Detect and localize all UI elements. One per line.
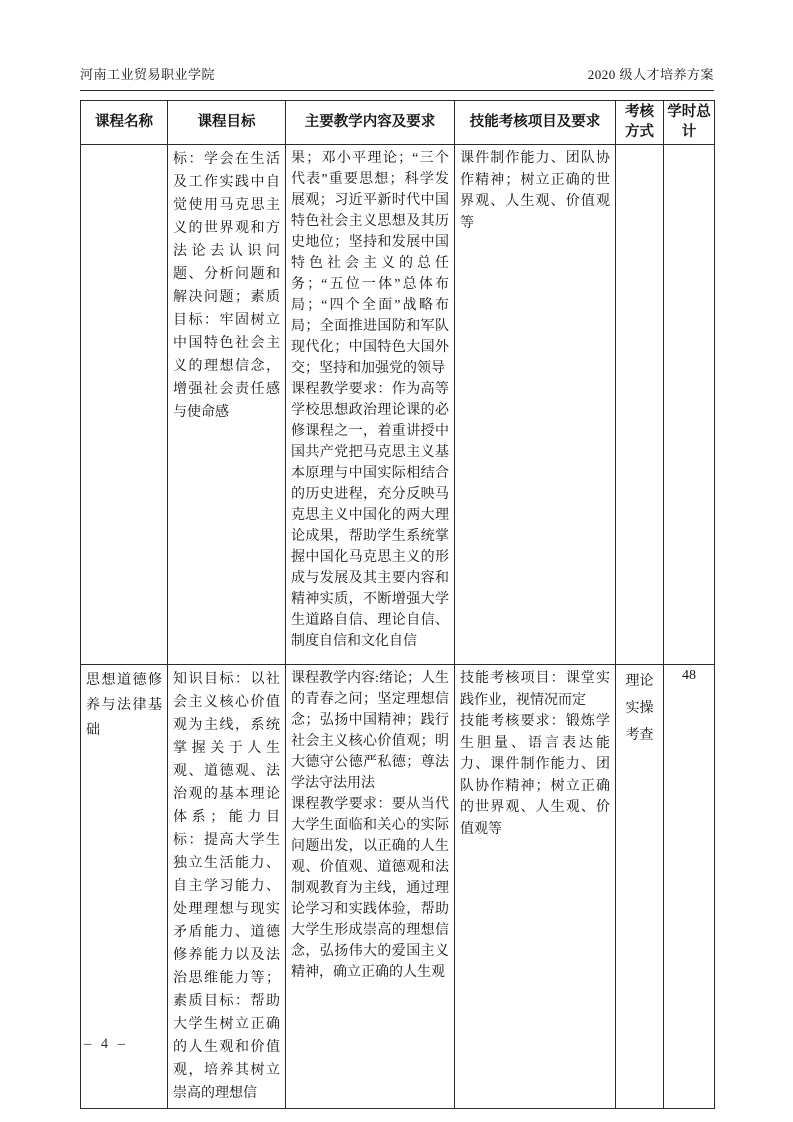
cell-skill-assessment bbox=[455, 145, 616, 665]
table-row bbox=[81, 665, 715, 1109]
assessment-method-text: 理论实操考查 bbox=[625, 674, 654, 744]
column-header-course-name: 课程名称 bbox=[81, 101, 168, 145]
column-header-course-objectives: 课程目标 bbox=[168, 101, 286, 145]
teaching-requirements-paragraph: 课程教学要求：作为高等学校思想政治理论课的必修课程之一，着重讲授中国共产党把马克思主义基本原理与中国实际相结合的历史进程，充分反映马克思主义中国化的两大理论成果，帮助学生系统掌握中国化马克思主义的形成与发展及其主要内容和精神实质，不断增强大学生道路自信、理论自信、制度自信和文化自信 bbox=[291, 382, 449, 650]
running-head bbox=[80, 64, 714, 91]
skill-assessment-requirements-text: 技能考核要求：锻炼学生胆量、语言表达能力、课件制作能力、团队协作精神；树立正确的世界观、人生观、价值观等 bbox=[460, 714, 610, 837]
table-header-row bbox=[81, 101, 715, 145]
cell-course-objectives bbox=[168, 665, 286, 1109]
teaching-content-paragraph: 果；邓小平理论；“三个代表”重要思想；科学发展观；习近平新时代中国特色社会主义思想及其历史地位；坚持和发展中国特色社会主义的总任务；“五位一体”总体布局；“四个全面”战略布局；全面推进国防和军队现代化；中国特色大国外交；坚持和加强党的领导 bbox=[291, 151, 449, 377]
teaching-requirements-paragraph: 课程教学要求：要从当代大学生面临和关心的实际问题出发，以正确的人生观、价值观、道德观和法制观教育为主线，通过理论学习和实践体验，帮助大学生形成崇高的理想信念，弘扬伟大的爱国主义精神，确立正确的人生观 bbox=[291, 797, 449, 981]
cell-total-hours bbox=[664, 145, 715, 665]
cell-course-name bbox=[81, 145, 168, 665]
page-number: – 4 – bbox=[84, 1036, 128, 1052]
objectives-text: 知识目标：以社会主义核心价值观为主线，系统掌握关于人生观、道德观、法治观的基本理论体系；能力目标：提高大学生独立生活能力、自主学习能力、处理理想与现实矛盾能力、道德修养能力以及法治思维能力等；素质目标：帮助大学生树立正确的人生观和价值观，培养其树立崇高的理想信 bbox=[173, 672, 280, 1102]
plan-title: 2020 级人才培养方案 bbox=[587, 67, 714, 82]
curriculum-table bbox=[80, 100, 715, 1109]
cell-assessment-method bbox=[616, 145, 664, 665]
cell-assessment-method bbox=[616, 665, 664, 1109]
teaching-content-paragraph: 课程教学内容:绪论；人生的青春之问；坚定理想信念；弘扬中国精神；践行社会主义核心价值观；明大德守公德严私德；尊法学法守法用法 bbox=[291, 671, 449, 792]
column-header-teaching-content: 主要教学内容及要求 bbox=[286, 101, 455, 145]
table-row bbox=[81, 145, 715, 665]
total-hours-value: 48 bbox=[682, 668, 696, 684]
column-header-skill-assessment: 技能考核项目及要求 bbox=[455, 101, 616, 145]
column-header-assessment-method: 考核方式 bbox=[616, 101, 664, 145]
cell-teaching-content bbox=[286, 145, 455, 665]
cell-course-objectives bbox=[168, 145, 286, 665]
objectives-text: 标：学会在生活及工作实践中自觉使用马克思主义的世界观和方法论去认识问题、分析问题和解决问题；素质目标：牢固树立中国特色社会主义的理想信念，增强社会责任感与使命感 bbox=[173, 152, 280, 421]
school-name: 河南工业贸易职业学院 bbox=[80, 67, 216, 82]
skill-assessment-project-text: 技能考核项目：课堂实践作业，视情况而定 bbox=[460, 671, 610, 708]
cell-teaching-content bbox=[286, 665, 455, 1109]
cell-skill-assessment bbox=[455, 665, 616, 1109]
column-header-total-hours: 学时总计 bbox=[664, 101, 715, 145]
course-name-text: 思想道德修养与法律基础 bbox=[86, 673, 162, 739]
cell-total-hours bbox=[664, 665, 715, 1109]
skill-assessment-text: 课件制作能力、团队协作精神；树立正确的世界观、人生观、价值观等 bbox=[460, 151, 610, 231]
